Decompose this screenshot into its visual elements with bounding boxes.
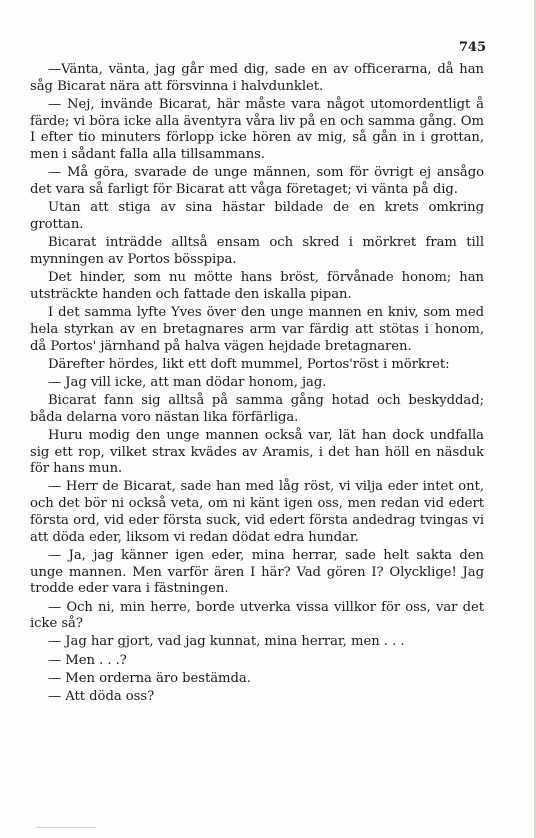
paragraph: Utan att stiga av sina hästar bildade de en krets omkring grottan. (30, 200, 484, 233)
paragraph: — Jag har gjort, vad jag kunnat, mina herrar, men . . . (48, 634, 405, 650)
paragraph: — Men orderna äro bestämda. (48, 670, 251, 686)
paragraph: — Jag vill icke, att man dödar honom, jag. (48, 374, 327, 390)
paragraph: —Vänta, vänta, jag går med dig, sade en av officerarna, då han såg Bicarat nära att försvinna i halvdunklet. (30, 62, 484, 94)
paragraph: — Och ni, min herre, borde utverka vissa villkor för oss, var det icke så? (30, 599, 484, 632)
paragraph: Det hinder, som nu mötte hans bröst, förvånade honom; han utsträckte handen och fattade den iskalla pipan. (30, 270, 484, 302)
paragraph: — Nej, invände Bicarat, här måste vara något utomordentligt å färde; vi böra icke alla äventyra våra liv på en och samma gång. Om I efter tio minuters förlopp icke hören av mig, så gån in i grottan, men i sådant falla alla tillsammans. (30, 96, 484, 163)
paragraph: — Att döda oss? (48, 688, 155, 704)
paragraph: — Må göra, svarade de unge männen, som för övrigt ej ansågo det vara så farligt för Bicarat att våga företaget; vi vänta på dig. (30, 165, 484, 198)
paragraph: — Men . . .? (48, 652, 127, 668)
paragraph: I det samma lyfte Yves över den unge mannen en kniv, som med hela styrkan av en bretagnares arm var färdig att stötas i honom, då Portos' järnhand på halva vägen hejdade bretagnaren. (30, 304, 484, 354)
footer-divider (36, 827, 96, 828)
paragraph: Huru modig den unge mannen också var, lät han dock undfalla sig ett rop, vilket strax kvädes av Aramis, i det han höll en näsduk för hans mun. (30, 427, 484, 477)
paragraph: Bicarat fann sig alltså på samma gång hotad och beskyddad; båda delarna voro nästan lika förfärliga. (30, 392, 484, 425)
paragraph: Bicarat inträdde alltså ensam och skred i mörkret fram till mynningen av Portos bösspipa. (30, 235, 484, 267)
body-text (30, 62, 484, 707)
paragraph: — Ja, jag känner igen eder, mina herrar, sade helt sakta den unge mannen. Men varför ären I här? Vad gören I? Olycklige! Jag trodde eder vara i fästningen. (30, 547, 484, 597)
paragraph: Därefter hördes, likt ett doft mummel, Portos'röst i mörkret: (48, 356, 450, 372)
paragraph: — Herr de Bicarat, sade han med låg röst, vi vilja eder intet ont, och det bör ni också veta, om ni känt igen oss, men redan vid edert första ord, vid eder första suck, vid edert första andedrag tvingas vi att döda eder, liksom vi redan dödat edra hundar. (30, 479, 484, 545)
page-number: 745 (458, 40, 486, 55)
